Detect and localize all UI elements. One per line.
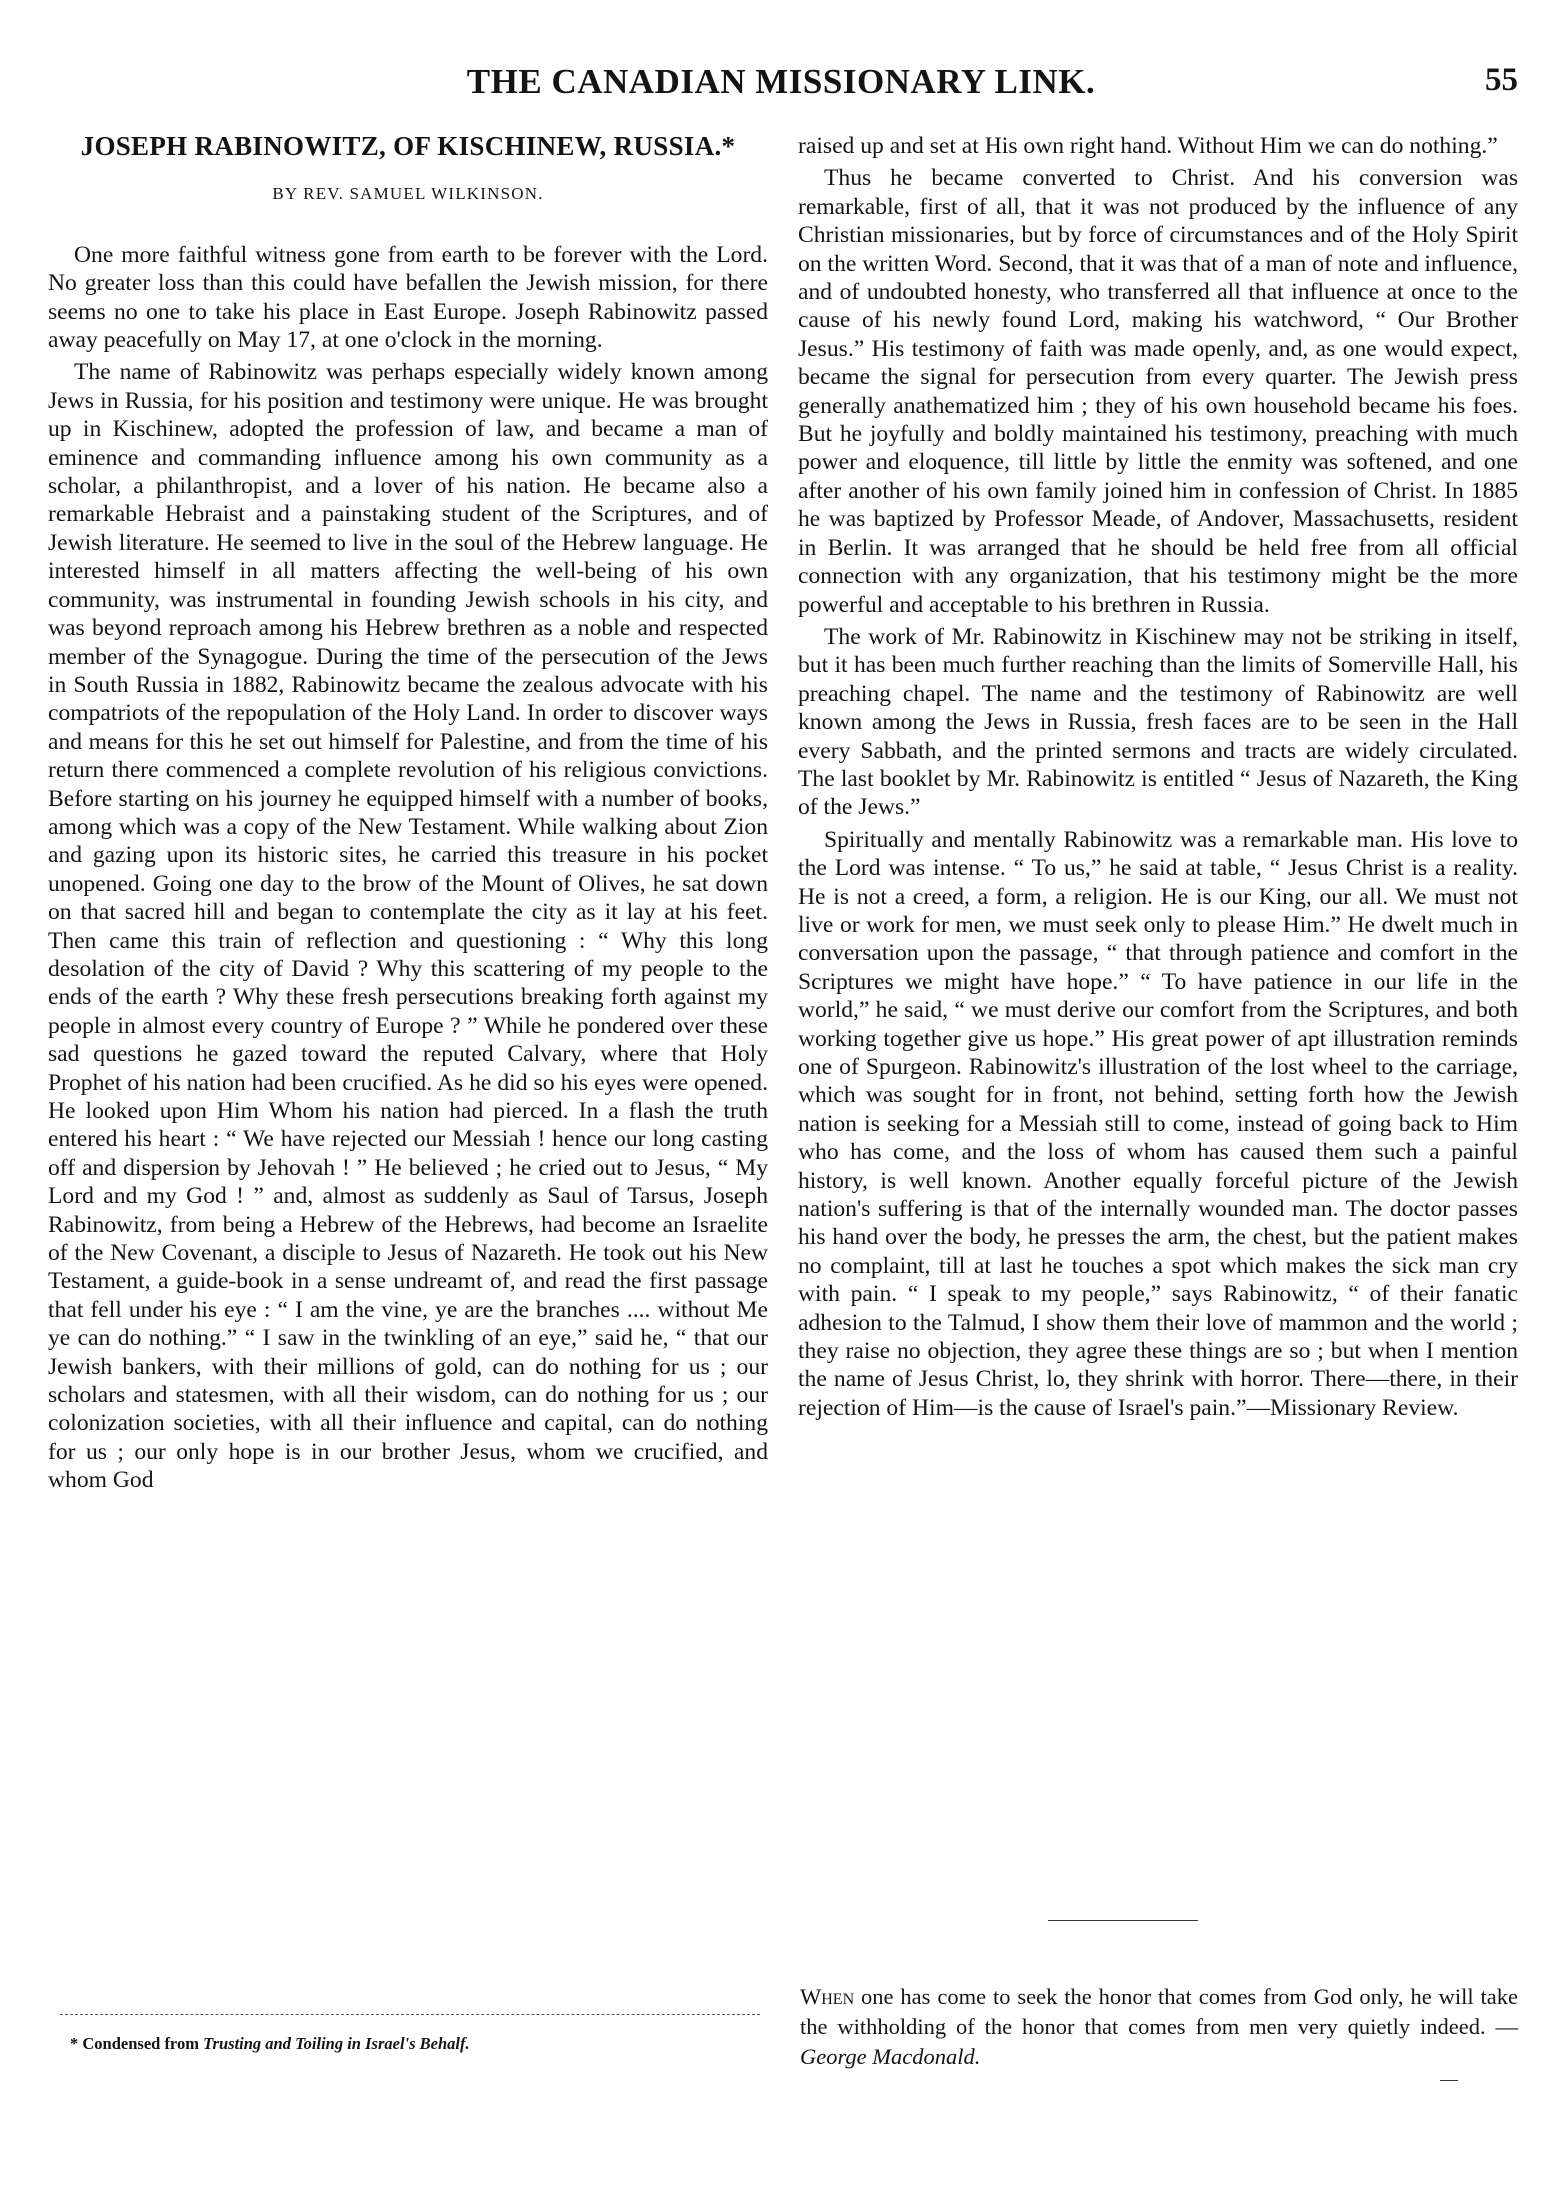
article-paragraph: The work of Mr. Rabinowitz in Kischinew may not be striking in itself, but it has been much further reaching than the limits of Somerville Hall, his preaching chapel. The name and the testimony of Rabinowitz are well known among the Jews in Russia, fresh faces are to be seen in the Hall every Sabbath, and the printed sermons and tracts are widely circulated. The last booklet by Mr. Rabinowitz is entitled “ Jesus of Nazareth, the King of the Jews.” <box>798 623 1518 821</box>
article-title: JOSEPH RABINOWITZ, OF KISCHINEW, RUSSIA.* <box>80 131 736 161</box>
closing-quote <box>800 1982 1518 2072</box>
article-paragraph: raised up and set at His own right hand. Without Him we can do nothing.” <box>798 133 1498 159</box>
footnote-prefix: * Condensed from <box>70 2034 204 2053</box>
left-column <box>48 132 768 1495</box>
footnote <box>70 2034 760 2054</box>
article-paragraph: Spiritually and mentally Rabinowitz was a remarkable man. His love to the Lord was intense. “ To us,” he said at table, “ Jesus Christ is a reality. He is not a creed, a form, a religion. He is our King, our all. We must not live or work for men, we must seek only to please Him.” He dwelt much in conversation upon the passage, “ that through patience and comfort in the Scriptures we might have hope.” “ To have patience in our life in the world,” he said, “ we must derive our comfort from the Scriptures, and both working together give us hope.” His great power of apt illustration reminds one of Spurgeon. Rabinowitz's illustration of the lost wheel to the carriage, which was sought for in front, not behind, setting forth how the Jewish nation is seeking for a Messiah still to come, instead of going back to Him who has come, and the loss of whom has caused them such a painful history, is well known. Another equally forceful picture of the Jewish nation's suffering is that of the internally wounded man. The doctor passes his hand over the body, he presses the arm, the chest, but the patient makes no complaint, till at last he touches a spot which makes the sick man cry with pain. “ I speak to my people,” says Rabinowitz, “ of their fanatic adhesion to the Talmud, I show them their love of mammon and the world ; they raise no objection, they agree these things are so ; but when I mention the name of Jesus Christ, lo, they shrink with horror. There—there, in their rejection of Him—is the cause of Israel's pain.”—Missionary Review. <box>798 826 1518 1421</box>
article-byline: BY REV. SAMUEL WILKINSON. <box>272 184 544 204</box>
article-paragraph: Thus he became converted to Christ. And his conversion was remarkable, first of all, that it was not produced by the influence of any Christian missionaries, but by force of circumstances and of the Holy Spirit on the written Word. Second, that it was that of a man of note and influence, and of undoubted honesty, who transferred all that influence at once to the cause of his newly found Lord, making his watchword, “ Our Brother Jesus.” His testimony of faith was made openly, and, as one would expect, became the signal for persecution from every quarter. The Jewish press generally anathematized him ; they of his own household became his foes. But he joyfully and boldly maintained his testimony, preaching with much power and eloquence, till little by little the enmity was softened, and one after another of his own family joined him in confession of Christ. In 1885 he was baptized by Professor Meade, of Andover, Massachusetts, resident in Berlin. It was arranged that he should be held free from all official connection with any organization, that his testimony might be the more powerful and acceptable to his brethren in Russia. <box>798 165 1518 618</box>
page-number: 55 <box>1485 62 1518 98</box>
end-mark <box>1440 2080 1458 2081</box>
footnote-source: Trusting and Toiling in Israel's Behalf. <box>203 2034 470 2053</box>
quote-text: one has come to seek the honor that comes from God only, he will take the withholding of the honor that comes from men very quietly indeed. — <box>800 1984 1518 2039</box>
quote-attribution: George Macdonald. <box>800 2044 981 2069</box>
page-header <box>40 62 1522 112</box>
journal-title: THE CANADIAN MISSIONARY LINK. <box>466 62 1096 101</box>
right-column <box>798 132 1518 1422</box>
footnote-divider <box>60 2014 760 2015</box>
quote-lead: When <box>800 1984 855 2009</box>
article-paragraph: One more faithful witness gone from earth to be forever with the Lord. No greater loss than this could have befallen the Jewish mission, for there seems no one to take his place in East Europe. Joseph Rabinowitz passed away peacefully on May 17, at one o'clock in the morning. <box>48 241 768 354</box>
article-paragraph: The name of Rabinowitz was perhaps especially widely known among Jews in Russia, for his position and testimony were unique. He was brought up in Kischinew, adopted the profession of law, and became a man of eminence and commanding influence among his own community as a scholar, a philanthropist, and a lover of his nation. He became also a remarkable Hebraist and a painstaking student of the Scriptures, and of Jewish literature. He seemed to live in the soul of the Hebrew language. He interested himself in all matters affecting the well-being of his own community, was instrumental in founding Jewish schools in his city, and was beyond reproach among his Hebrew brethren as a noble and respected member of the Synagogue. During the time of the persecution of the Jews in South Russia in 1882, Rabinowitz became the zealous advocate with his compatriots of the repopulation of the Holy Land. In order to discover ways and means for this he set out himself for Palestine, and from the time of his return there commenced a complete revolution of his religious convictions. Before starting on his journey he equipped himself with a number of books, among which was a copy of the New Testament. While walking about Zion and gazing upon its historic sites, he carried this treasure in his pocket unopened. Going one day to the brow of the Mount of Olives, he sat down on that sacred hill and began to contemplate the city as it lay at his feet. Then came this train of reflection and questioning : “ Why this long desolation of the city of David ? Why this scattering of my people to the ends of the earth ? Why these fresh persecutions breaking forth against my people in almost every country of Europe ? ” While he pondered over these sad questions he gazed toward the reputed Calvary, where that Holy Prophet of his nation had been crucified. As he did so his eyes were opened. He looked upon Him Whom his nation had pierced. In a flash the truth entered his heart : “ We have rejected our Messiah ! hence our long casting off and dispersion by Jehovah ! ” He believed ; he cried out to Jesus, “ My Lord and my God ! ” and, almost as suddenly as Saul of Tarsus, Joseph Rabinowitz, from being a Hebrew of the Hebrews, had become an Israelite of the New Covenant, a disciple to Jesus of Nazareth. He took out his New Testament, a guide-book in a sense undreamt of, and read the first passage that fell under his eye : “ I am the vine, ye are the branches .... without Me ye can do nothing.” “ I saw in the twinkling of an eye,” said he, “ that our Jewish bankers, with their millions of gold, can do nothing for us ; our scholars and statesmen, with all their wisdom, can do nothing for us ; our colonization societies, with all their influence and capital, can do nothing for us ; our only hope is in our brother Jesus, whom we crucified, and whom God <box>48 359 768 1494</box>
section-divider <box>1048 1920 1198 1921</box>
